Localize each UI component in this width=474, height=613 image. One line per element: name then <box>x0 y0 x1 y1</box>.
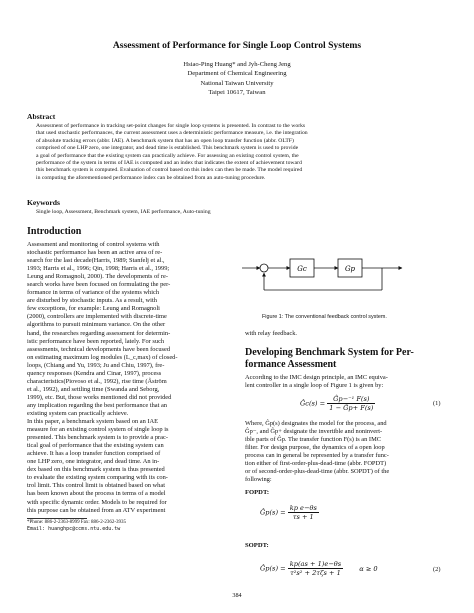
eq1-lhs: Ĝc(s) = <box>300 399 326 408</box>
text-line: few exceptions, for example: Leung and Romagnoli <box>27 305 160 313</box>
fopdt-label: FOPDT: <box>245 489 270 496</box>
footnote-line: *Phone: 886-2-2363-8999 Fax: 886-2-2362-3935 <box>27 520 127 525</box>
text-line: stochastic performance has been an active area of re- <box>27 249 163 257</box>
abstract-line: in computing the aforementioned performance index can be obtained from an auto-tuning procedure. <box>36 174 266 181</box>
keywords-heading: Keywords <box>27 198 60 207</box>
eq1-fraction <box>327 395 375 412</box>
text-line: tical goal of performance that the existing system can <box>27 442 164 450</box>
eq2-fraction <box>288 504 319 521</box>
text-line: measure for an existing control system of single loop is <box>27 426 169 434</box>
sopdt-label: SOPDT: <box>245 542 269 549</box>
text-line: any implication regarding the best performance that an <box>27 401 168 409</box>
authors: Hsiao-Ping Huang* and Jyh-Cheng Jeng <box>183 61 291 68</box>
text-line: following: <box>245 476 272 484</box>
text-line: achieve. It has a loop transfer function comprised of <box>27 450 161 458</box>
summing-junction <box>260 264 268 272</box>
abstract-line: of absolute tracking errors (abbr. IAE). A benchmark system that has an open loop transfer function (abbr. OLTF) <box>36 137 294 144</box>
text-line: quency responses (Kendra and Cinar, 1997), process <box>27 369 162 377</box>
text-line: are disturbed by stochastic inputs. As a result, with <box>27 297 157 305</box>
text-line: formance in terms of variance of the systems which <box>27 289 160 297</box>
text-line: tion either of first-order-plus-dead-time (abbr. FOPDT) <box>245 460 387 468</box>
eq3-condition: α ≥ 0 <box>359 564 378 573</box>
text-line: istic performance have been reported, lately. For such <box>27 337 165 345</box>
footnote-rule <box>27 518 87 519</box>
text-line: trol limit. This control limit is obtained based on what <box>27 482 165 490</box>
footnote <box>27 520 126 532</box>
text-line: one LHP zero, one integrator, and dead time. An in- <box>27 458 160 466</box>
text-line: has been known about the process in terms of a model <box>27 490 166 498</box>
eq3-numerator: kp(as + 1)e−θs <box>289 560 342 568</box>
text-line: 1993; Harris et al., 1996; Qin, 1998; Harris et al., 1999; <box>27 265 170 273</box>
section-heading-line: formance Assessment <box>245 359 337 370</box>
text-line: Assessment and monitoring of control systems with <box>27 241 160 248</box>
section-heading <box>245 347 414 371</box>
abstract-line: this benchmark system is computed. Evaluation of control based on this index can then be made. The model required <box>36 167 303 174</box>
equation-fopdt <box>260 504 319 521</box>
section-heading-line: Developing Benchmark System for Per- <box>245 347 414 358</box>
text-line: characteristics(Piovoso et al., 1992), rise time (Åström <box>27 377 167 385</box>
text-line: algorithms to pursuit minimum variance. On the other <box>27 321 166 329</box>
eq2-denominator: τs + 1 <box>292 513 314 521</box>
text-line: search for the last decade(Harris, 1989; Stanfelj et al., <box>27 257 165 265</box>
abstract-line: comprised of one LHP zero, one integrator, and dead time is established. This benchmark system is used to provide <box>36 145 299 152</box>
eq2-numerator: kp e−θs <box>289 504 317 512</box>
equation-sopdt <box>260 560 378 577</box>
text-line: or of second-order-plus-dead-time (abbr. SOPDT) of the <box>245 468 390 476</box>
abstract-body <box>36 123 456 182</box>
abstract-line: performance of the system in terms of IAE is computed and an index that indicates the extent of achievement toward <box>36 160 302 167</box>
eq2-lhs: Ĝp(s) = <box>260 508 286 517</box>
text-line: lent controller in a single loop of Figure 1 is given by: <box>245 382 384 390</box>
text-line: search works have been focused on formulating the per- <box>27 281 171 289</box>
paragraph <box>245 420 447 484</box>
affiliation-line: Taipei 10617, Taiwan <box>208 89 266 97</box>
text-line: assessments, technical developments have been focused <box>27 345 171 353</box>
page-number: 384 <box>232 592 242 599</box>
text-line: In this paper, a benchmark system based on an IAE <box>27 418 159 426</box>
text-line: process can in general be represented by a transfer func- <box>245 452 389 460</box>
abstract-heading: Abstract <box>27 112 56 121</box>
abstract-line: a goal of performance that the existing system can practically achieve. For assessing an existing control system, the <box>36 152 299 159</box>
text-line: to evaluate the existing system comparing with its con- <box>27 474 168 482</box>
keywords-text: Single loop, Assessment, Benchmark system, IAE performance, Auto-tuning <box>36 209 211 215</box>
affiliation-line: Department of Chemical Engineering <box>187 70 287 78</box>
text-line: loops, (Chiang and Yu, 1993; Ju and Chiu, 1997), fre- <box>27 361 165 369</box>
eq3-fraction <box>288 560 343 577</box>
text-line: ible parts of Ĝp. The transfer function F(s) is an IMC <box>245 436 382 444</box>
process-label: Gp <box>344 265 356 273</box>
eq1-denominator: 1 − Ĝp+ F(s) <box>329 404 374 412</box>
left-column <box>27 241 227 515</box>
eq1-numerator: Ĝp−⁻¹ F(s) <box>327 395 375 404</box>
text-line: this purpose can be obtained from an ATV experiment <box>27 506 166 514</box>
abstract-line: that used stochastic performances, the current assessment uses a deterministic performance measure, i.e. the integration <box>36 130 308 137</box>
text-line: Where, Ĝp(s) designates the model for the process, and <box>245 420 387 427</box>
author-block <box>0 60 474 98</box>
footnote-line: Email: huanghpc@ccms.ntu.edu.tw <box>27 526 121 533</box>
paragraph <box>245 374 447 390</box>
paper-title: Assessment of Performance for Single Loop Control Systems <box>112 40 362 51</box>
text-line: et al., 1992), and settling time (Swanda and Seborg, <box>27 385 160 393</box>
abstract-line: Assessment of performance in tracking set-point changes for single loop systems is presented. In contrast to the works <box>36 123 306 129</box>
eq3-denominator: τ²s² + 2τζs + 1 <box>290 569 341 577</box>
text-line: According to the IMC design principle, an IMC equiva- <box>245 374 388 381</box>
text-line: on estimating maximum log modules (L_c,max) of closed- <box>27 353 178 361</box>
figure-caption: Figure 1: The conventional feedback control system. <box>262 314 387 320</box>
feedback-block-diagram <box>242 248 450 308</box>
text-line: 1999), etc. But, those works mentioned did not provided <box>27 393 172 401</box>
text-line: dex based on this benchmark system is thus presented <box>27 466 165 474</box>
eq3-lhs: Ĝp(s) = <box>260 564 286 573</box>
text-line: with relay feedback. <box>245 330 297 337</box>
text-line: with specific dynamic order. Models to be required for <box>27 498 167 506</box>
introduction-heading: Introduction <box>27 226 82 237</box>
text-line: (2000), controllers are implemented with discrete-time <box>27 313 167 321</box>
text-line: hand, the researches regarding assessment for determin- <box>27 329 171 337</box>
text-line: Ĝp−, and Ĝp+ designate the invertible and noninvert- <box>245 428 383 436</box>
text-line: Leung and Romagnoli, 2000). The developments of re- <box>27 273 168 281</box>
controller-label: Gc <box>297 265 307 273</box>
affiliation-line: National Taiwan University <box>200 79 274 87</box>
text-line: presented. This benchmark system is to provide a prac- <box>27 434 168 442</box>
text-line: filter. For design purpose, the dynamics of a open loop <box>245 444 385 452</box>
equation-1 <box>300 395 375 412</box>
equation-number: (2) <box>433 566 441 573</box>
text-line: existing system can practically achieve. <box>27 409 129 417</box>
equation-number: (1) <box>433 400 441 407</box>
